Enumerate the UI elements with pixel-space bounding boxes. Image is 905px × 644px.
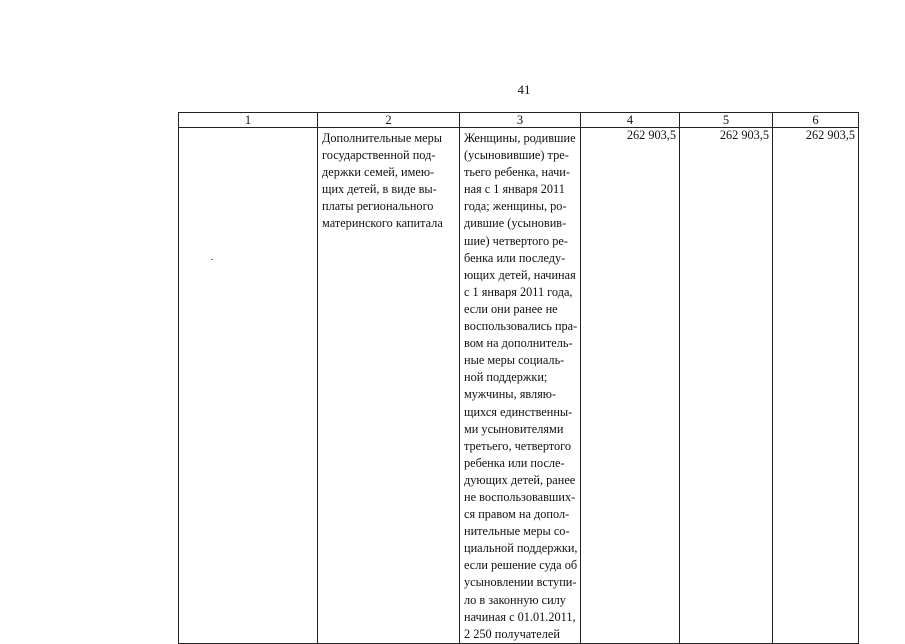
amount-col4: 262 903,5 — [626, 128, 676, 142]
table-header-row — [179, 113, 859, 128]
recipients-line: Женщины, родившие — [464, 131, 576, 145]
recipients-line: вом на дополнитель- — [464, 336, 573, 351]
recipients-line: мужчины, являю- — [464, 387, 557, 402]
page-number: 41 — [517, 82, 531, 97]
recipients-line: ющих детей, начиная — [464, 267, 576, 282]
recipients-line: шие) четвертого ре- — [464, 233, 568, 248]
column-header-3: 3 — [460, 113, 581, 128]
recipients-line: ной поддержки; — [464, 370, 548, 385]
recipients-line: воспользовались пра- — [464, 319, 578, 334]
recipients-line: ми усыновителями — [464, 421, 564, 436]
recipients-line: не воспользовавших- — [464, 489, 576, 504]
cell-measure-description — [318, 128, 460, 644]
recipients-line: нительные меры со- — [464, 524, 570, 539]
recipients-line: ные меры социаль- — [464, 353, 565, 368]
recipients-line: тьего ребенка, начи- — [464, 165, 570, 180]
recipients-line: ребенка или после- — [464, 455, 565, 470]
recipients-line: если решение суда об — [464, 558, 578, 573]
recipients-line: бенка или последу- — [464, 250, 566, 265]
recipients-text — [460, 128, 580, 643]
recipients-line: начиная с 01.01.2011, — [464, 609, 576, 624]
cell-col5 — [680, 128, 773, 644]
measure-description-line: держки семей, имею- — [322, 165, 435, 180]
recipients-line: (усыновившие) тре- — [464, 148, 569, 163]
recipients-line: ся правом на допол- — [464, 507, 570, 522]
amount-col5: 262 903,5 — [719, 128, 769, 142]
column-header-6: 6 — [773, 113, 859, 128]
cell-col1 — [179, 128, 318, 644]
measure-description-line: материнского капитала — [322, 216, 443, 231]
recipients-line: щихся единственны- — [464, 404, 573, 419]
cell-recipients — [460, 128, 581, 644]
cell-col4 — [581, 128, 680, 644]
column-header-4: 4 — [581, 113, 680, 128]
data-table — [178, 112, 859, 644]
column-header-5: 5 — [680, 113, 773, 128]
measure-description-line: щих детей, в виде вы- — [322, 182, 437, 197]
cell-col6 — [773, 128, 859, 644]
recipients-line: дующих детей, ранее — [464, 472, 576, 487]
measure-description-line: Дополнительные меры — [322, 131, 443, 145]
recipients-line: усыновлении вступи- — [464, 575, 577, 590]
recipients-line: года; женщины, ро- — [464, 199, 567, 214]
table-row — [179, 128, 859, 644]
amount-col6: 262 903,5 — [805, 128, 855, 142]
column-header-1: 1 — [179, 113, 318, 128]
recipients-line: ло в законную силу — [464, 592, 566, 607]
recipients-line: дившие (усыновив- — [464, 216, 567, 231]
measure-description-line: государственной под- — [322, 148, 436, 163]
measure-description-text — [318, 128, 459, 233]
recipients-line: если они ранее не — [464, 301, 558, 316]
recipients-line: ная с 1 января 2011 — [464, 182, 565, 197]
recipients-line: циальной поддержки, — [464, 541, 578, 556]
measure-description-line: платы регионального — [322, 199, 434, 214]
recipients-line: с 1 января 2011 года, — [464, 284, 573, 299]
recipients-line: третьего, четвертого — [464, 438, 572, 453]
column-header-2: 2 — [318, 113, 460, 128]
recipients-line: 2 250 получателей — [464, 626, 560, 641]
